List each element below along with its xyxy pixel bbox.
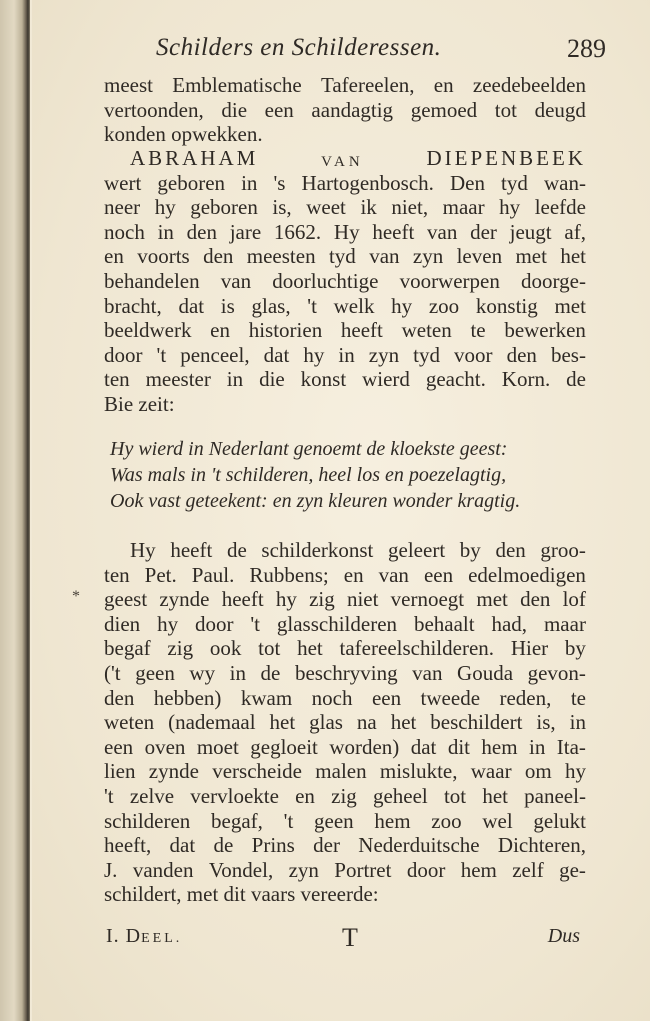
- word: dien: [104, 611, 141, 636]
- word: met: [515, 244, 547, 269]
- word: 's: [273, 170, 286, 195]
- word: om: [524, 759, 552, 784]
- word: hem: [374, 808, 411, 833]
- word: vernoegt: [390, 587, 465, 612]
- word: het: [390, 710, 417, 735]
- word: der: [470, 219, 497, 244]
- word: niet,: [391, 195, 429, 220]
- text-line: [104, 809, 586, 834]
- word: een: [104, 734, 134, 759]
- word: beschryving: [294, 660, 398, 685]
- word: niet: [346, 587, 379, 612]
- word: Gouda: [457, 660, 514, 685]
- word: tot: [494, 97, 517, 122]
- word: hem: [460, 857, 497, 882]
- word: Dichteren,: [497, 833, 586, 858]
- text-line: [104, 244, 586, 269]
- running-header: [144, 26, 612, 66]
- word: 't: [283, 808, 294, 833]
- word: tyd: [413, 342, 440, 367]
- word: gemoed: [410, 97, 478, 122]
- word: zig: [167, 636, 194, 661]
- word: en: [295, 783, 315, 808]
- paragraph-3: [104, 538, 586, 907]
- word: zig: [331, 783, 357, 808]
- word: geest: [104, 587, 148, 612]
- word: Hier: [510, 636, 549, 661]
- word: schilderen: [104, 808, 191, 833]
- word: den: [520, 587, 551, 612]
- word: mislukte,: [379, 759, 458, 784]
- word: hy: [157, 611, 179, 636]
- word: zoo: [428, 293, 460, 318]
- word: zelve: [129, 783, 175, 808]
- text-line: [104, 833, 586, 858]
- text-line: [104, 735, 586, 760]
- word: is: [220, 293, 235, 318]
- word: groo-: [540, 538, 586, 562]
- word: waar: [470, 759, 512, 784]
- word: had,: [491, 611, 528, 636]
- word: meesten: [246, 244, 316, 269]
- word: 't: [156, 342, 167, 367]
- word: in: [338, 342, 355, 367]
- word: Rubbens;: [249, 562, 329, 587]
- word: en: [343, 562, 364, 587]
- word: by: [459, 538, 481, 562]
- word: oven: [144, 734, 186, 759]
- word: beschildert: [430, 710, 523, 735]
- catchword: Dus: [547, 925, 580, 947]
- word: geboren: [190, 195, 258, 220]
- text-line: [104, 759, 586, 784]
- text-line: Bie zeit:: [104, 391, 175, 416]
- text-line: [104, 343, 586, 368]
- word: een: [423, 562, 454, 587]
- word: leven: [456, 244, 503, 269]
- word: het: [269, 710, 296, 735]
- word: het: [560, 244, 586, 269]
- word: Ita-: [556, 734, 586, 759]
- word: gevon-: [527, 660, 586, 685]
- running-title: Schilders en Schilderessen.: [156, 34, 442, 61]
- word: zyn: [368, 342, 400, 367]
- text-line: [104, 538, 586, 563]
- word: Vondel,: [208, 857, 274, 882]
- word: geen: [314, 808, 354, 833]
- word: vertoonden,: [104, 97, 204, 122]
- word: der: [313, 833, 340, 858]
- word: bewerken: [504, 318, 586, 343]
- word: heeft: [221, 587, 264, 612]
- word: tot: [258, 636, 281, 661]
- word: tafereelschilderen.: [339, 636, 495, 661]
- word: hy: [275, 587, 297, 612]
- word: het: [482, 783, 508, 808]
- text-line: [104, 171, 586, 196]
- word: en: [433, 73, 454, 97]
- text-line: [104, 661, 586, 686]
- word: den: [203, 244, 234, 269]
- volume-word-rest: EEL.: [141, 931, 183, 946]
- word: behandelen: [104, 268, 200, 293]
- word: 't: [250, 611, 260, 636]
- word: Hy: [333, 219, 360, 244]
- text-line: [104, 612, 586, 637]
- volume-signature: [106, 925, 182, 948]
- word: glas,: [251, 293, 291, 318]
- word: dat: [178, 293, 205, 318]
- word: hy: [564, 759, 586, 784]
- word: gelukt: [533, 808, 586, 833]
- text-line: [104, 220, 586, 245]
- word: die: [221, 97, 248, 122]
- word: gegloeit: [250, 734, 318, 759]
- verse-line: Hy wierd in Nederlant genoemt de kloekste geest:: [110, 438, 508, 460]
- verse-line: Ook vast geteekent: en zyn kleuren wonder kragtig.: [110, 490, 521, 512]
- word: ten: [104, 562, 130, 587]
- word: maar: [543, 611, 586, 636]
- word: de: [213, 833, 234, 858]
- word: van: [220, 268, 252, 293]
- text-line: [104, 73, 586, 98]
- word: in: [569, 710, 586, 735]
- text-line: [104, 269, 586, 294]
- word: deugd: [534, 97, 586, 122]
- word: leefde: [534, 195, 586, 220]
- word: en: [210, 318, 230, 343]
- text-line: [104, 587, 586, 612]
- word: zoo: [431, 808, 462, 833]
- word: lien: [104, 759, 136, 784]
- word: dit: [447, 734, 470, 759]
- word: hy: [303, 342, 325, 367]
- word: bes-: [550, 342, 586, 367]
- volume-word-initial: D: [125, 925, 142, 947]
- word: den: [506, 342, 537, 367]
- word: maar: [442, 195, 485, 220]
- word: Hartogenbosch.: [301, 170, 434, 195]
- word: beeldwerk: [104, 318, 192, 343]
- word: de: [566, 367, 586, 392]
- word: schilderkonst: [261, 538, 374, 562]
- text-line: [104, 563, 586, 588]
- word: den: [495, 538, 526, 562]
- word: den: [186, 219, 217, 244]
- word: met: [476, 587, 508, 612]
- artist-name-particle: VAN: [321, 154, 364, 170]
- word: Portret: [334, 857, 392, 882]
- word: J.: [104, 857, 118, 882]
- word: van: [412, 660, 443, 685]
- word: hy: [499, 195, 521, 220]
- text-line: schildert, met dit vaars vereerde:: [104, 882, 379, 907]
- word: zelf: [512, 857, 544, 882]
- word: wan-: [543, 170, 586, 195]
- word: Prins: [251, 833, 295, 858]
- word: tweede: [420, 685, 481, 710]
- word: heeft: [170, 538, 213, 562]
- word: weet: [306, 195, 346, 220]
- word: in: [226, 367, 244, 392]
- word: geboren: [157, 170, 226, 195]
- verse-line: Was mals in 't schilderen, heel los en poezelagtig,: [110, 464, 507, 486]
- artist-last-name: DIEPENBEEK: [426, 146, 586, 170]
- quoted-verse: [110, 436, 588, 514]
- word: bracht,: [104, 293, 162, 318]
- word: van: [427, 219, 458, 244]
- text-line: konden opwekken.: [104, 122, 263, 147]
- word: neer: [104, 195, 141, 220]
- book-spine: [0, 0, 30, 1021]
- word: behaalt: [413, 611, 475, 636]
- word: hem: [481, 734, 518, 759]
- word: paneel-: [524, 783, 586, 808]
- word: begaf,: [211, 808, 263, 833]
- paragraph-2: [104, 146, 586, 417]
- word: meest: [104, 73, 153, 97]
- word: konst: [300, 367, 347, 392]
- word: verscheide: [212, 759, 303, 784]
- word: af,: [564, 219, 586, 244]
- word: wy: [189, 660, 216, 685]
- word: tyd: [501, 170, 528, 195]
- word: ik: [360, 195, 377, 220]
- volume-number: I.: [106, 925, 120, 947]
- word: door: [406, 857, 446, 882]
- word: geheel: [372, 783, 428, 808]
- word: het: [297, 636, 323, 661]
- word: die: [259, 367, 285, 392]
- page-footer: [106, 925, 580, 957]
- word: door: [104, 342, 143, 367]
- word: in: [528, 734, 546, 759]
- word: Emblematische: [172, 73, 302, 97]
- word: zyn: [412, 244, 444, 269]
- text-line: [104, 636, 586, 661]
- word: Den: [449, 170, 485, 195]
- word: voorwerpen: [399, 268, 500, 293]
- word: in: [157, 219, 174, 244]
- word: den: [104, 685, 135, 710]
- text-line: [104, 367, 586, 392]
- word: noch: [104, 219, 145, 244]
- word: tot: [443, 783, 467, 808]
- word: Korn.: [501, 367, 551, 392]
- text-line: [104, 98, 586, 123]
- word: begaf: [104, 636, 151, 661]
- word: kwam: [240, 685, 293, 710]
- word: konstig: [475, 293, 538, 318]
- word: glas: [309, 710, 343, 735]
- word: aandagtig: [311, 97, 394, 122]
- text-line: [104, 784, 586, 809]
- word: geleert: [388, 538, 446, 562]
- word: worden): [329, 734, 400, 759]
- word: tyd: [328, 244, 356, 269]
- word: weten: [401, 318, 452, 343]
- word: te: [470, 318, 486, 343]
- word: zyn: [288, 857, 319, 882]
- word: voor: [454, 342, 493, 367]
- text-line: [104, 195, 586, 220]
- word: wierd: [362, 367, 410, 392]
- word: glasschilderen: [276, 611, 398, 636]
- artist-name-line: [104, 146, 586, 171]
- word: moet: [196, 734, 239, 759]
- word: weten: [104, 710, 155, 735]
- word: doorluchtige: [272, 268, 379, 293]
- text-line: [104, 686, 586, 711]
- word: historien: [248, 318, 323, 343]
- word: en: [104, 244, 124, 269]
- word: in: [229, 660, 246, 685]
- artist-first-name: ABRAHAM: [130, 146, 259, 170]
- word: penceel,: [180, 342, 250, 367]
- word: vanden: [132, 857, 194, 882]
- word: 't: [307, 293, 317, 318]
- word: door: [194, 611, 234, 636]
- word: wert: [104, 170, 142, 195]
- text-line: [104, 858, 586, 883]
- word: welk: [333, 293, 375, 318]
- word: van: [378, 562, 409, 587]
- word: Tafereelen,: [320, 73, 415, 97]
- word: 1662.: [273, 219, 322, 244]
- word: te: [570, 685, 586, 710]
- word: is,: [272, 195, 292, 220]
- gathering-mark: T: [342, 923, 358, 952]
- word: (nademaal: [168, 710, 256, 735]
- word: jeugt: [509, 219, 552, 244]
- word: een: [371, 685, 402, 710]
- word: malen: [315, 759, 367, 784]
- word: Nederduitsche: [358, 833, 480, 858]
- word: hebben): [153, 685, 222, 710]
- word: in: [241, 170, 258, 195]
- word: ten: [104, 367, 130, 392]
- word: de: [260, 660, 281, 685]
- word: lof: [562, 587, 586, 612]
- word: dat: [410, 734, 437, 759]
- word: dat: [169, 833, 196, 858]
- word: Paul.: [191, 562, 235, 587]
- word: voorts: [137, 244, 190, 269]
- word: wel: [482, 808, 513, 833]
- book-page: [32, 0, 650, 1021]
- word: by: [564, 636, 586, 661]
- paragraph-1: [104, 73, 586, 147]
- margin-asterisk: *: [72, 588, 80, 605]
- word: hy: [391, 293, 413, 318]
- word: geacht.: [425, 367, 486, 392]
- word: na: [356, 710, 377, 735]
- word: is,: [536, 710, 556, 735]
- word: hy: [154, 195, 176, 220]
- word: ge-: [559, 857, 586, 882]
- word: van: [369, 244, 400, 269]
- word: heeft,: [104, 833, 152, 858]
- word: zynde: [148, 759, 199, 784]
- word: Hy: [130, 538, 156, 562]
- word: reden,: [499, 685, 552, 710]
- word: geen: [135, 660, 175, 685]
- word: met: [554, 293, 586, 318]
- word: zig: [309, 587, 335, 612]
- word: edelmoedigen: [468, 562, 586, 587]
- word: Pet.: [144, 562, 177, 587]
- word: heeft: [372, 219, 415, 244]
- word: vervloekte: [190, 783, 279, 808]
- word: een: [264, 97, 294, 122]
- word: 't: [104, 783, 114, 808]
- word: jare: [229, 219, 262, 244]
- word: ('t: [104, 660, 121, 685]
- word: noch: [311, 685, 353, 710]
- word: zeedebeelden: [472, 73, 586, 97]
- page-number: 289: [567, 34, 606, 63]
- word: ook: [209, 636, 242, 661]
- word: dat: [263, 342, 290, 367]
- text-line: [104, 318, 586, 343]
- text-line: [104, 710, 586, 735]
- word: de: [226, 538, 247, 562]
- text-line: [104, 294, 586, 319]
- word: meester: [145, 367, 211, 392]
- word: zynde: [159, 587, 210, 612]
- word: heeft: [340, 318, 383, 343]
- word: doorge-: [521, 268, 586, 293]
